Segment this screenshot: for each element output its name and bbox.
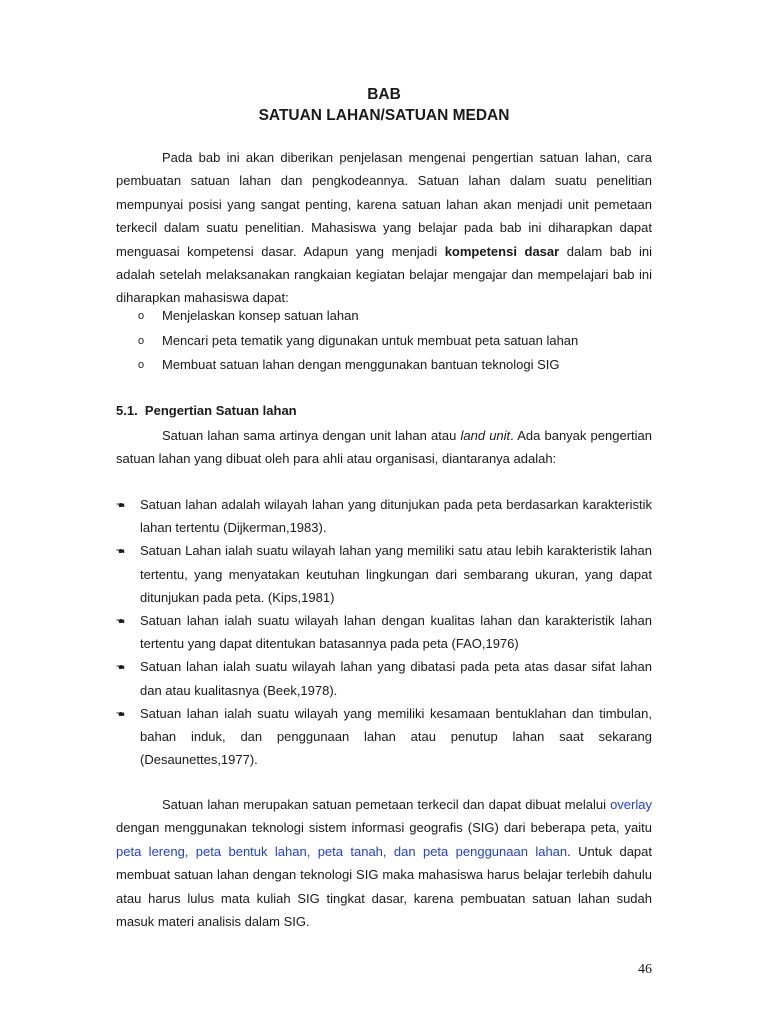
circle-bullet-icon: o <box>138 310 145 322</box>
pointing-hand-icon: 🖜 <box>116 543 125 558</box>
link-overlay[interactable]: overlay <box>610 797 652 812</box>
intro-text-1: Pada bab ini akan diberikan penjelasan mengenai pengertian satuan lahan, cara pembuatan satuan lahan dan pengkodeannya. Satuan lahan dalam suatu penelitian mempunyai posisi yang sangat penting, karena satuan lahan akan menjadi unit pemetaan terkecil dalam suatu penelitian. Mahasiswa yang belajar pada bab ini diharapkan dapat menguasai kompetensi dasar. Adapun yang menjadi <box>116 150 652 259</box>
list-item-text: Membuat satuan lahan dengan menggunakan bantuan teknologi SIG <box>162 357 560 372</box>
closing-text-1: Satuan lahan merupakan satuan pemetaan terkecil dan dapat dibuat melalui <box>162 797 611 812</box>
link-thematic-maps[interactable]: peta lereng, peta bentuk lahan, peta tanah, dan peta penggunaan lahan <box>116 843 568 859</box>
pointing-hand-icon: 🖜 <box>116 613 125 628</box>
list-item <box>116 655 652 701</box>
list-item <box>116 353 652 378</box>
list-item-text: Satuan Lahan ialah suatu wilayah lahan yang memiliki satu atau lebih karakteristik lahan tertentu, yang menyatakan keutuhan lingkungan dari sembarang ukuran, yang dapat ditunjukan pada peta. (Kips,1981) <box>140 543 652 605</box>
section-heading <box>116 403 297 418</box>
objectives-list <box>116 304 652 378</box>
list-item <box>116 609 652 655</box>
closing-paragraph <box>116 793 652 933</box>
circle-bullet-icon: o <box>138 359 145 371</box>
list-item-text: Satuan lahan ialah suatu wilayah yang memiliki kesamaan bentuklahan dan timbulan, bahan induk, dan penggunaan lahan atau penutup lahan saat sekarang (Desaunettes,1977). <box>140 705 652 768</box>
circle-bullet-icon: o <box>138 334 145 347</box>
pointing-hand-icon: 🖜 <box>116 705 125 720</box>
page-number: 46 <box>638 962 652 977</box>
list-item <box>116 329 652 354</box>
section-intro-text-2: . Ada banyak pengertian satuan lahan yang dibuat oleh para ahli atau organisasi, diantaranya adalah: <box>116 428 652 467</box>
closing-text-2: dengan menggunakan teknologi sistem informasi geografis (SIG) dari beberapa peta, yaitu <box>116 820 652 836</box>
section-title: Pengertian Satuan lahan <box>144 403 297 418</box>
intro-bold-term: kompetensi dasar <box>444 243 560 259</box>
intro-text-2: dalam bab ini adalah setelah melaksanakan rangkaian kegiatan belajar mengajar dan mempelajari bab ini diharapkan mahasiswa dapat: <box>116 243 652 306</box>
list-item-text: Satuan lahan adalah wilayah lahan yang ditunjukan pada peta berdasarkan karakteristik lahan tertentu (Dijkerman,1983). <box>140 497 652 536</box>
pointing-hand-icon: 🖜 <box>116 659 125 674</box>
definitions-list <box>116 493 652 771</box>
list-item-text: Satuan lahan ialah suatu wilayah lahan yang dibatasi pada peta atas dasar sifat lahan dan atau kualitasnya (Beek,1978). <box>140 659 652 698</box>
list-item <box>116 304 652 329</box>
section-number: 5.1. <box>116 403 138 418</box>
intro-paragraph <box>116 146 652 310</box>
pointing-hand-icon: 🖜 <box>116 497 125 511</box>
list-item-text: Mencari peta tematik yang digunakan untuk membuat peta satuan lahan <box>162 332 579 348</box>
list-item-text: Satuan lahan ialah suatu wilayah lahan dengan kualitas lahan dan karakteristik lahan tertentu yang dapat ditentukan batasannya pada peta (FAO,1976) <box>140 613 652 652</box>
italic-term: land unit <box>460 428 511 443</box>
chapter-label: BAB <box>367 86 401 103</box>
list-item-text: Menjelaskan konsep satuan lahan <box>162 308 359 323</box>
section-intro-paragraph <box>116 424 652 471</box>
list-item <box>116 539 652 609</box>
section-intro-text-1: Satuan lahan sama artinya dengan unit lahan atau <box>162 428 461 443</box>
chapter-title: SATUAN LAHAN/SATUAN MEDAN <box>258 107 510 124</box>
list-item <box>116 702 652 772</box>
list-item <box>116 493 652 539</box>
closing-text-3: . Untuk dapat membuat satuan lahan dengan teknologi SIG maka mahasiswa harus belajar terlebih dahulu atau harus lulus mata kuliah SIG tingkat dasar, karena pembuatan satuan lahan sudah masuk materi analisis dalam SIG. <box>116 843 653 930</box>
